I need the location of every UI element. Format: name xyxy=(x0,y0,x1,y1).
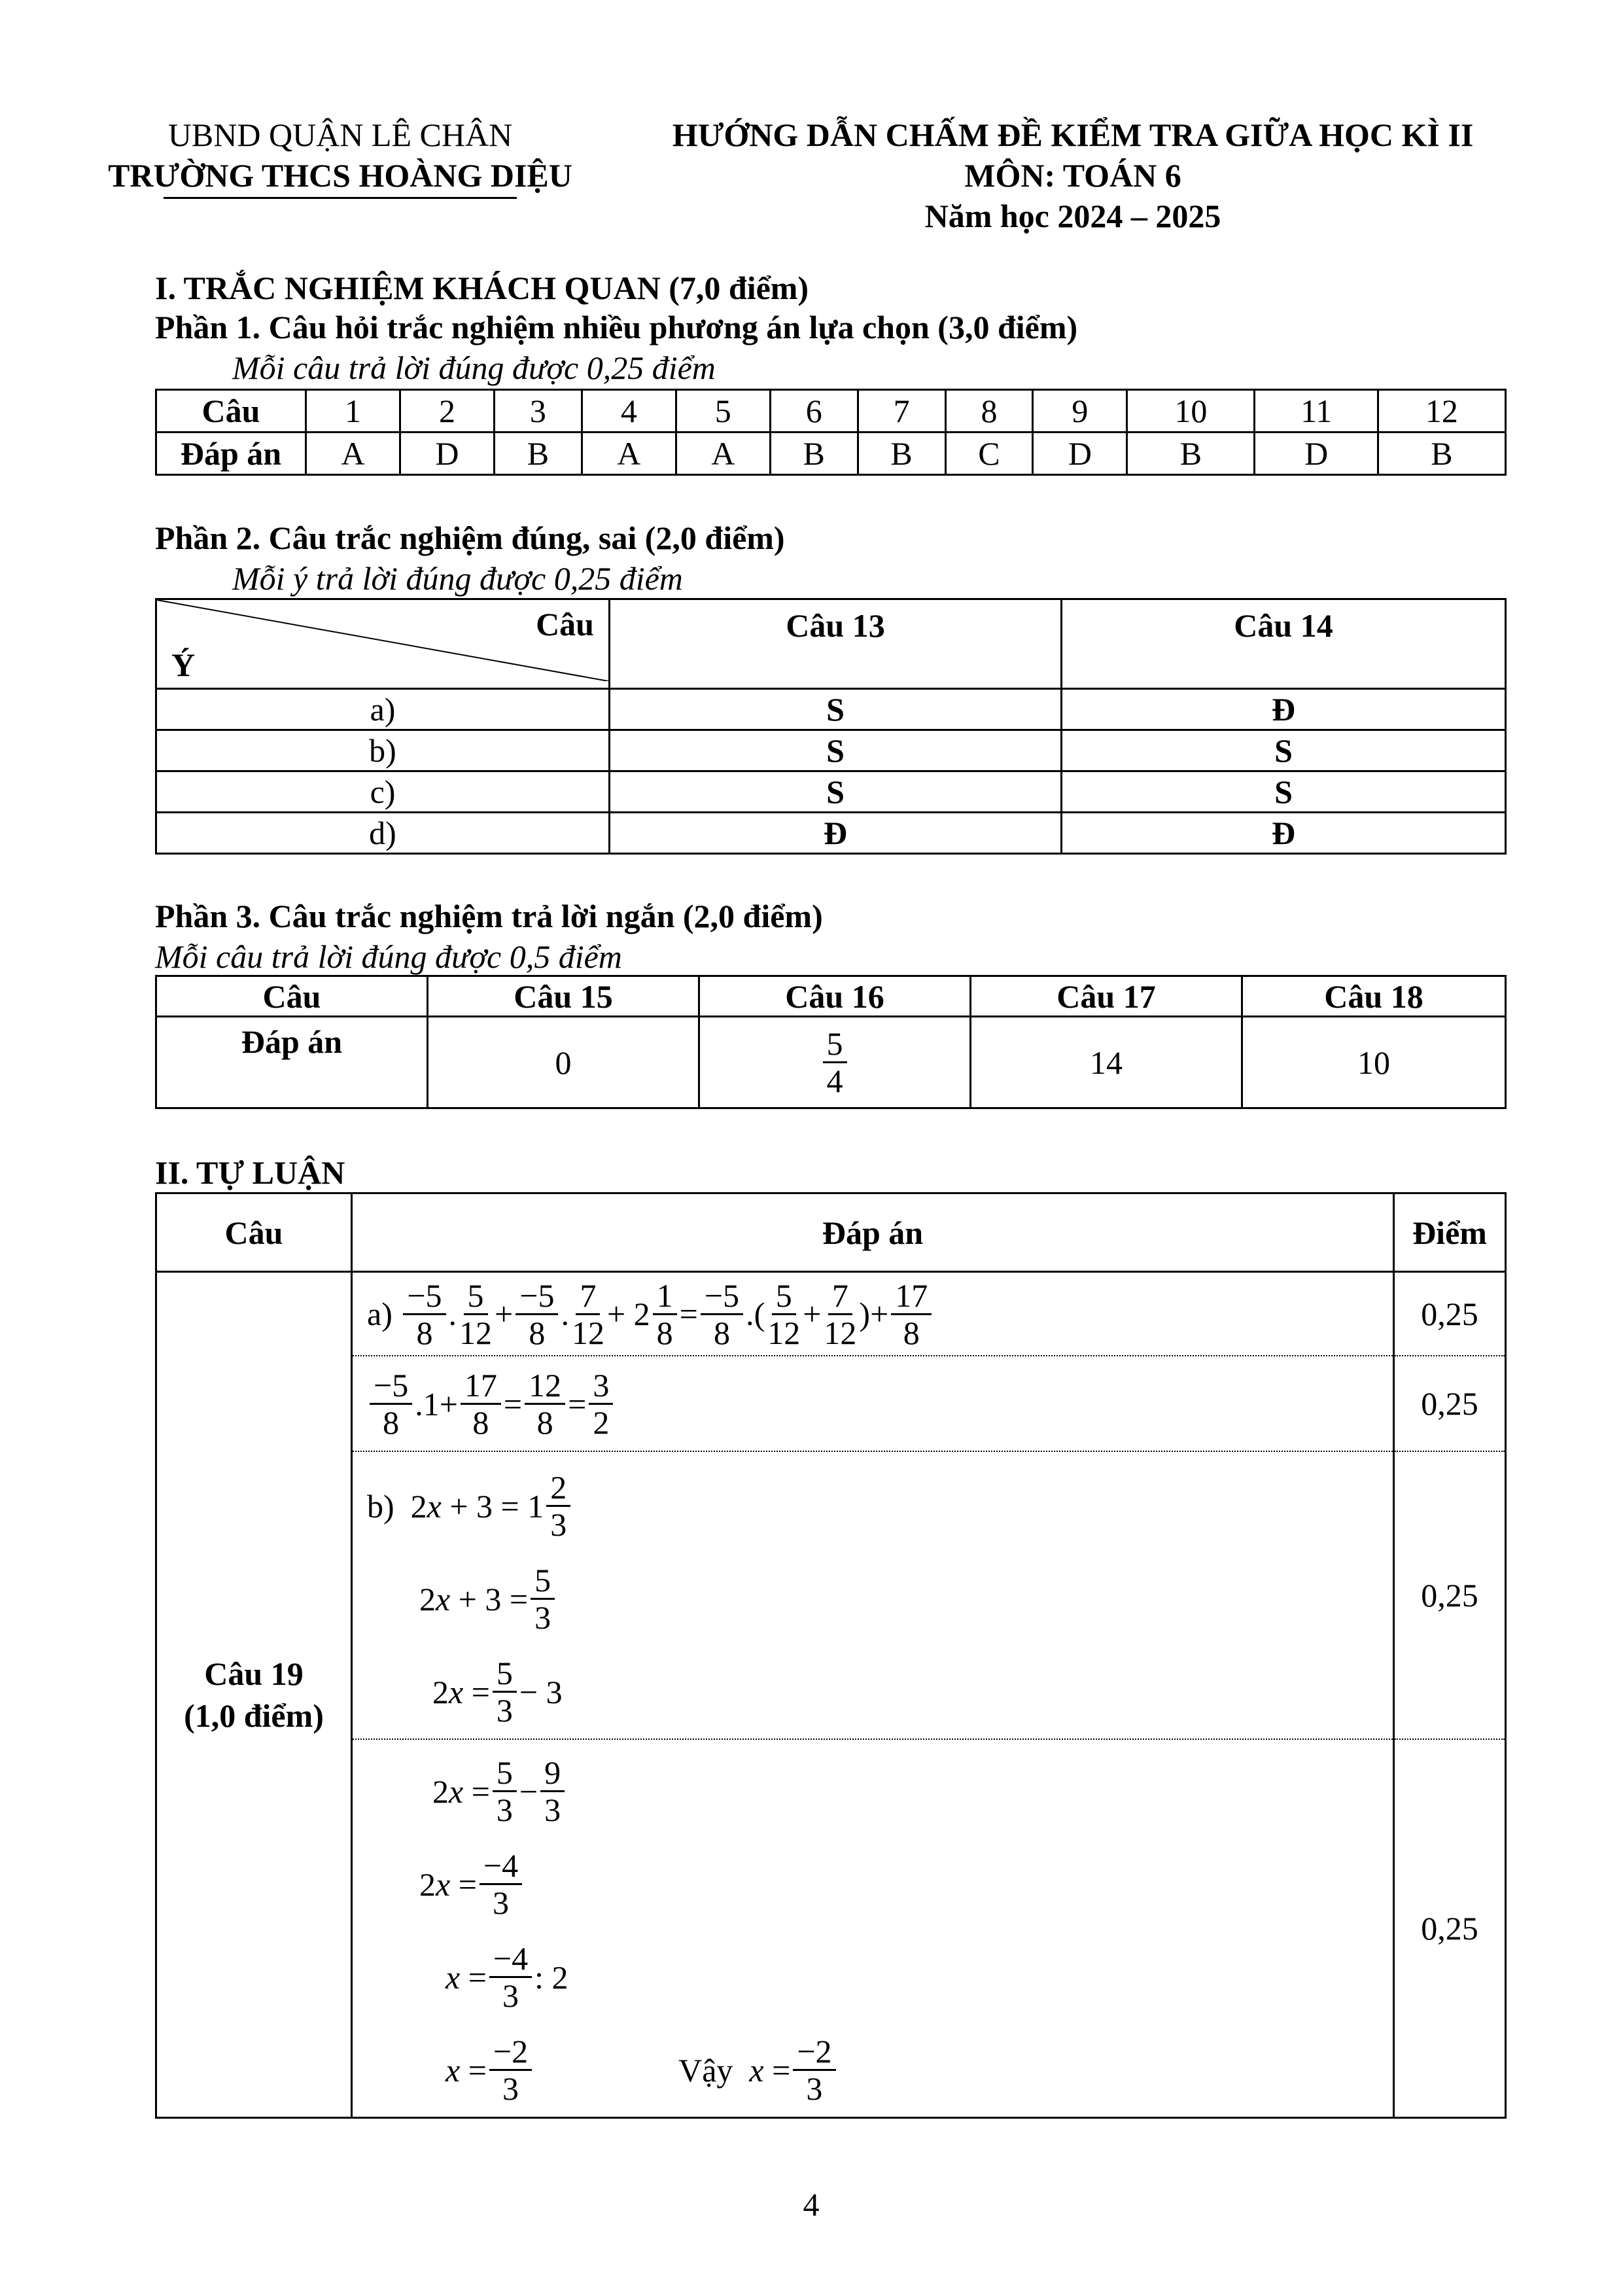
school-name: TRƯỜNG THCS HOÀNG DIỆU xyxy=(108,157,572,194)
essay-step-b2: 2 x = $\frac{5}{3}$ − $\frac{9}{3}$ 2 x = $\frac{-4}{3}$ x = $\frac{-4}{3}$ : 2 x = $\frac{-2}{3}$ Vậy x = $\frac{-2}{3}$ xyxy=(352,1739,1394,2118)
part1-question-cell: 8 xyxy=(945,390,1033,433)
school-year: Năm học 2024 – 2025 xyxy=(924,198,1221,234)
part2-corner-item: Ý xyxy=(171,646,196,683)
part2-item-label: c) xyxy=(156,771,610,813)
part1-answer-row xyxy=(156,433,1506,475)
part3-header-row xyxy=(156,976,1506,1017)
part3-answer-q18: 10 xyxy=(1242,1017,1506,1108)
document-title: HƯỚNG DẪN CHẤM ĐỀ KIỂM TRA GIỮA HỌC KÌ II xyxy=(672,116,1474,153)
part1-question-cell: 6 xyxy=(770,390,858,433)
part1-answer-cell: D xyxy=(400,433,494,475)
part3-head-q18: Câu 18 xyxy=(1242,976,1506,1017)
part1-title: Phần 1. Câu hỏi trắc nghiệm nhiều phương án lựa chọn (3,0 điểm) xyxy=(155,309,1078,345)
essay-head-answer: Đáp án xyxy=(352,1193,1394,1272)
essay-step-a1: a) $\frac{-5}{8}$ . $\frac{5}{12}$ + $\frac{-5}{8}$ . $\frac{7}{12}$ + 2 $\frac{1}{8}$ = $\frac{-5}{8}$ .( $\frac{5}{12}$ + $\frac{7}{12}$ )+ $\frac{17}{8}$ xyxy=(352,1272,1394,1356)
part1-answer-cell: A xyxy=(306,433,400,475)
part3-head-q15: Câu 15 xyxy=(428,976,699,1017)
district-name: UBND QUẬN LÊ CHÂN xyxy=(167,116,513,153)
part3-answer-label: Đáp án xyxy=(156,1017,428,1108)
part1-answer-table xyxy=(155,389,1507,476)
document-header xyxy=(615,115,1531,236)
part2-header-row xyxy=(156,599,1506,689)
part1-answer-cell: A xyxy=(582,433,676,475)
part1-question-cell: 1 xyxy=(306,390,400,433)
essay-head-cau: Câu xyxy=(156,1193,352,1272)
part3-head-q17: Câu 17 xyxy=(971,976,1242,1017)
part3-short-answer-table xyxy=(155,975,1507,1109)
part2-q14-answer: S xyxy=(1062,771,1506,813)
part1-answer-cell: D xyxy=(1033,433,1127,475)
essay-score-a2: 0,25 xyxy=(1394,1356,1506,1451)
part1-answer-cell: A xyxy=(676,433,770,475)
question-19-cell xyxy=(156,1272,352,2118)
essay-answer-table xyxy=(155,1192,1507,2119)
part2-corner-question: Câu xyxy=(536,606,594,643)
part2-q13-answer: S xyxy=(610,730,1062,771)
section-objective-title: I. TRẮC NGHIỆM KHÁCH QUAN (7,0 điểm) xyxy=(155,270,809,306)
part1-question-cell: 9 xyxy=(1033,390,1127,433)
subject-title: MÔN: TOÁN 6 xyxy=(964,157,1181,194)
part3-answer-q15: 0 xyxy=(428,1017,699,1108)
question-19-points: (1,0 điểm) xyxy=(184,1697,324,1734)
part1-answer-cell: B xyxy=(494,433,582,475)
part2-col-q14: Câu 14 xyxy=(1062,599,1506,689)
part1-question-cell: 3 xyxy=(494,390,582,433)
part2-row xyxy=(156,771,1506,813)
part2-item-label: a) xyxy=(156,689,610,730)
part3-answer-q16 xyxy=(699,1017,971,1108)
fraction-denominator: 4 xyxy=(826,1063,843,1099)
part2-q14-answer: S xyxy=(1062,730,1506,771)
essay-score-a1: 0,25 xyxy=(1394,1272,1506,1356)
part2-col-q13: Câu 13 xyxy=(610,599,1062,689)
essay-score-b2: 0,25 xyxy=(1394,1739,1506,2118)
part1-answer-cell: B xyxy=(1378,433,1505,475)
part1-question-cell: 11 xyxy=(1255,390,1378,433)
essay-step-b1: b) 2 x + 3 = 1 $\frac{2}{3}$ 2 x + 3 = $\frac{5}{3}$ 2 x = $\frac{5}{3}$ − 3 xyxy=(352,1451,1394,1739)
part2-corner-cell xyxy=(156,599,610,689)
page-number: 4 xyxy=(803,2186,820,2223)
part2-q13-answer: S xyxy=(610,689,1062,730)
essay-score-b1: 0,25 xyxy=(1394,1451,1506,1739)
part1-answer-cell: B xyxy=(858,433,945,475)
fraction-numerator: 5 xyxy=(823,1026,847,1063)
essay-step-a2: $\frac{-5}{8}$ .1+ $\frac{17}{8}$ = $\frac{12}{8}$ = $\frac{3}{2}$ xyxy=(352,1356,1394,1451)
part2-true-false-table xyxy=(155,598,1507,855)
part3-note: Mỗi câu trả lời đúng được 0,5 điểm xyxy=(155,938,622,975)
part2-row xyxy=(156,813,1506,854)
part1-question-cell: 5 xyxy=(676,390,770,433)
part2-item-label: d) xyxy=(156,813,610,854)
part1-note: Mỗi câu trả lời đúng được 0,25 điểm xyxy=(232,349,716,386)
question-19-label: Câu 19 xyxy=(204,1655,304,1692)
part2-item-label: b) xyxy=(156,730,610,771)
conclusion-label: Vậy xyxy=(678,2051,733,2089)
part1-question-cell: 7 xyxy=(858,390,945,433)
part2-title: Phần 2. Câu trắc nghiệm đúng, sai (2,0 điểm) xyxy=(155,520,785,556)
part1-answer-cell: C xyxy=(945,433,1033,475)
part1-answer-label: Đáp án xyxy=(156,433,306,475)
essay-row-b2 xyxy=(156,1739,1506,2118)
part2-row xyxy=(156,730,1506,771)
part2-q13-answer: Đ xyxy=(610,813,1062,854)
part1-answer-cell: B xyxy=(770,433,858,475)
part-b-label: b) xyxy=(367,1487,394,1525)
school-underline xyxy=(164,197,517,199)
essay-row-a1 xyxy=(156,1272,1506,1356)
part1-question-label: Câu xyxy=(156,390,306,433)
part1-question-cell: 4 xyxy=(582,390,676,433)
part1-question-row xyxy=(156,390,1506,433)
part3-head-q16: Câu 16 xyxy=(699,976,971,1017)
section-essay-title: II. TỰ LUẬN xyxy=(155,1154,345,1191)
part3-head-cau: Câu xyxy=(156,976,428,1017)
part1-question-cell: 10 xyxy=(1127,390,1255,433)
part1-answer-cell: D xyxy=(1255,433,1378,475)
part2-note: Mỗi ý trả lời đúng được 0,25 điểm xyxy=(232,560,683,597)
school-header xyxy=(105,115,576,199)
essay-row-b1 xyxy=(156,1451,1506,1739)
part-a-label: a) xyxy=(367,1296,393,1332)
part2-q13-answer: S xyxy=(610,771,1062,813)
part1-answer-cell: B xyxy=(1127,433,1255,475)
part1-question-cell: 2 xyxy=(400,390,494,433)
essay-row-a2 xyxy=(156,1356,1506,1451)
part1-question-cell: 12 xyxy=(1378,390,1505,433)
part2-q14-answer: Đ xyxy=(1062,813,1506,854)
essay-head-score: Điểm xyxy=(1394,1193,1506,1272)
part2-q14-answer: Đ xyxy=(1062,689,1506,730)
part3-answer-q17: 14 xyxy=(971,1017,1242,1108)
part3-answer-row xyxy=(156,1017,1506,1108)
part3-title: Phần 3. Câu trắc nghiệm trả lời ngắn (2,0 điểm) xyxy=(155,898,823,934)
fraction xyxy=(823,1026,847,1099)
essay-header-row xyxy=(156,1193,1506,1272)
part2-row xyxy=(156,689,1506,730)
